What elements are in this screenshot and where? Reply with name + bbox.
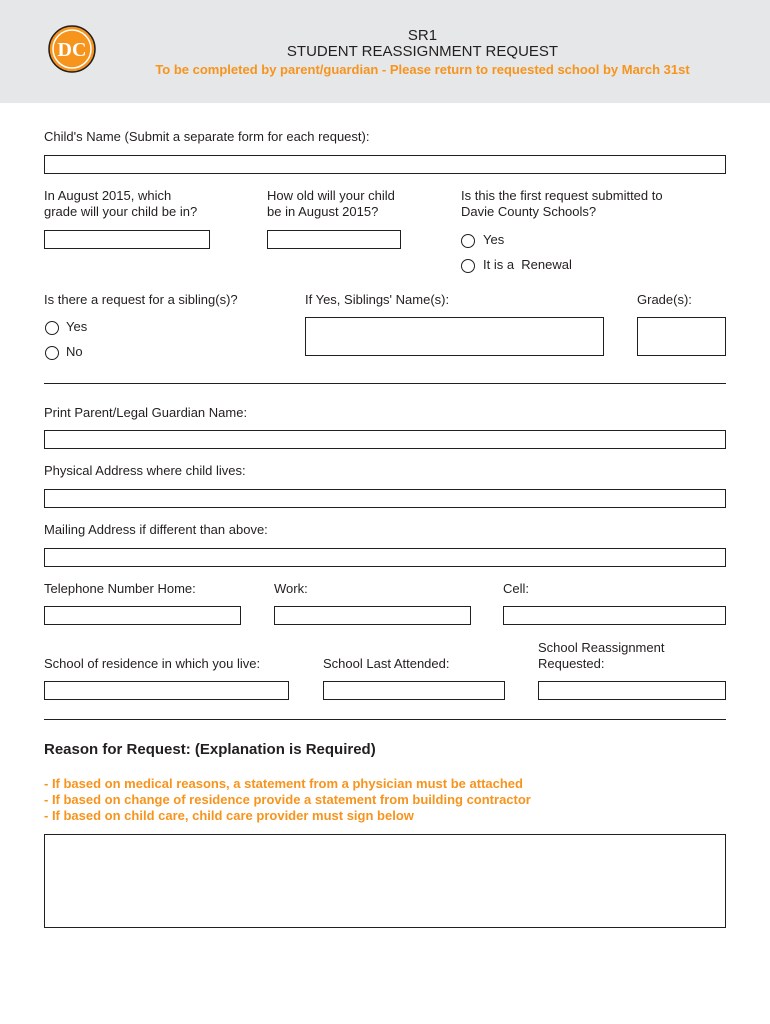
child-name-label: Child's Name (Submit a separate form for each request): bbox=[44, 129, 370, 144]
last-school-field[interactable] bbox=[323, 681, 505, 700]
cell-phone-label: Cell: bbox=[503, 581, 530, 596]
last-school-label: School Last Attended: bbox=[323, 656, 450, 671]
sibling-no-radio[interactable] bbox=[45, 346, 59, 360]
form-header bbox=[0, 0, 770, 103]
first-request-yes-radio[interactable] bbox=[461, 234, 475, 248]
sibling-names-field[interactable] bbox=[305, 317, 604, 356]
age-field[interactable] bbox=[267, 230, 401, 249]
reason-explanation-field[interactable] bbox=[44, 834, 726, 928]
first-request-renewal-label: It is a Renewal bbox=[483, 257, 572, 272]
child-name-field[interactable] bbox=[44, 155, 726, 174]
work-phone-label: Work: bbox=[274, 581, 308, 596]
section-divider bbox=[44, 383, 726, 384]
first-request-line1: Is this the first request submitted to bbox=[461, 188, 663, 203]
sibling-yes-radio[interactable] bbox=[45, 321, 59, 335]
physical-address-label: Physical Address where child lives: bbox=[44, 463, 246, 478]
mailing-address-field[interactable] bbox=[44, 548, 726, 567]
form-code: SR1 bbox=[407, 27, 438, 44]
sibling-no-label: No bbox=[66, 344, 83, 359]
reason-note-residence: - If based on change of residence provide a statement from building contractor bbox=[44, 792, 531, 807]
svg-text:DC: DC bbox=[57, 39, 87, 61]
age-question-line1: How old will your child bbox=[267, 188, 395, 203]
requested-school-line2: Requested: bbox=[538, 656, 605, 671]
sibling-grades-label: Grade(s): bbox=[637, 292, 692, 307]
grade-question-line1: In August 2015, which bbox=[44, 188, 172, 203]
guardian-name-label: Print Parent/Legal Guardian Name: bbox=[44, 405, 248, 420]
residence-school-label: School of residence in which you live: bbox=[44, 656, 261, 671]
reason-note-medical: - If based on medical reasons, a statement from a physician must be attached bbox=[44, 776, 523, 791]
requested-school-field[interactable] bbox=[538, 681, 726, 700]
sibling-question-label: Is there a request for a sibling(s)? bbox=[44, 292, 238, 307]
first-request-renewal-radio[interactable] bbox=[461, 259, 475, 273]
mailing-address-label: Mailing Address if different than above: bbox=[44, 522, 268, 537]
reason-title: Reason for Request: (Explanation is Required) bbox=[44, 741, 376, 758]
section-divider bbox=[44, 719, 726, 720]
grade-field[interactable] bbox=[44, 230, 210, 249]
guardian-name-field[interactable] bbox=[44, 430, 726, 449]
home-phone-label: Telephone Number Home: bbox=[44, 581, 196, 596]
sibling-grades-field[interactable] bbox=[637, 317, 726, 356]
requested-school-line1: School Reassignment bbox=[538, 640, 665, 655]
physical-address-field[interactable] bbox=[44, 489, 726, 508]
age-question-line2: be in August 2015? bbox=[267, 204, 379, 219]
residence-school-field[interactable] bbox=[44, 681, 289, 700]
first-request-line2: Davie County Schools? bbox=[461, 204, 597, 219]
grade-question-line2: grade will your child be in? bbox=[44, 204, 198, 219]
first-request-yes-label: Yes bbox=[483, 232, 505, 247]
work-phone-field[interactable] bbox=[274, 606, 471, 625]
cell-phone-field[interactable] bbox=[503, 606, 726, 625]
form-subtitle: To be completed by parent/guardian - Please return to requested school by March 31st bbox=[155, 62, 690, 77]
form-title: STUDENT REASSIGNMENT REQUEST bbox=[286, 43, 559, 60]
home-phone-field[interactable] bbox=[44, 606, 241, 625]
sibling-yes-label: Yes bbox=[66, 319, 88, 334]
reason-note-childcare: - If based on child care, child care provider must sign below bbox=[44, 808, 414, 823]
sibling-names-label: If Yes, Siblings' Name(s): bbox=[305, 292, 450, 307]
